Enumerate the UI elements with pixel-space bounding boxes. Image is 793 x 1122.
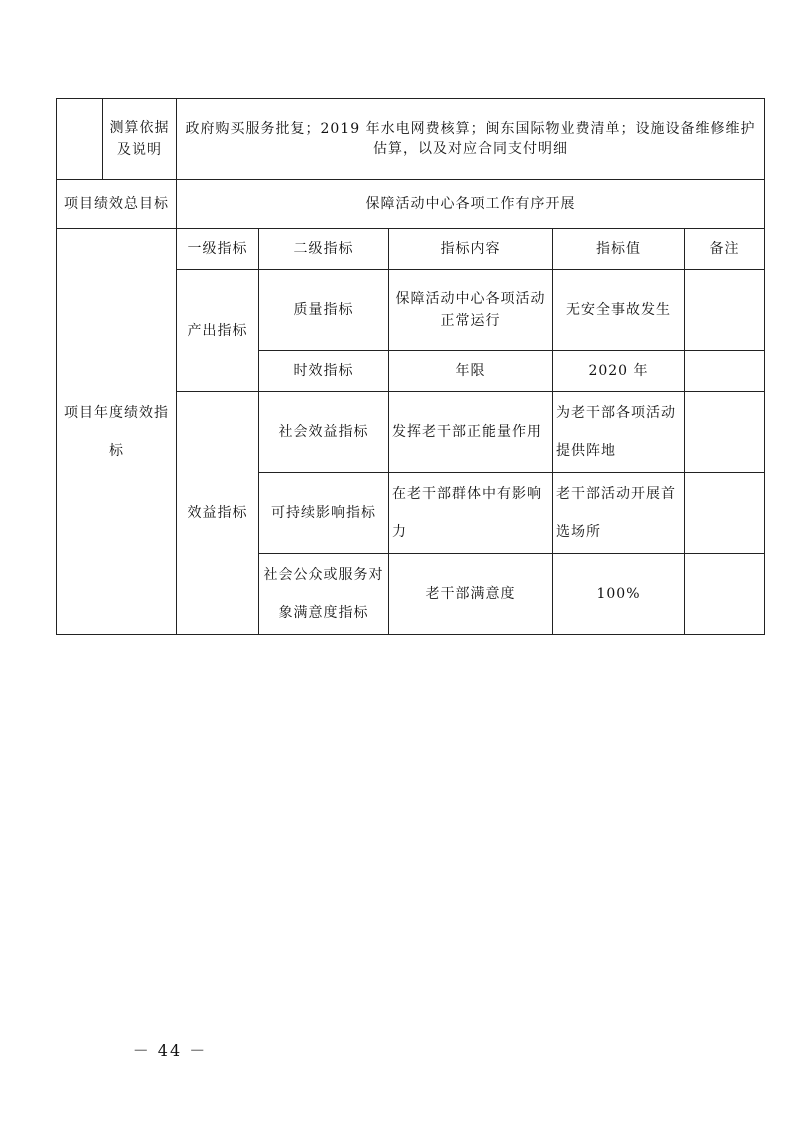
basis-empty-cell [57, 99, 103, 180]
remark-cell [685, 270, 765, 351]
level2-cell: 社会效益指标 [259, 392, 389, 473]
basis-label: 测算依据及说明 [103, 99, 177, 180]
basis-text: 政府购买服务批复；2019 年水电网费核算；闽东国际物业费清单；设施设备维修维护估算，以及对应合同支付明细 [177, 99, 765, 180]
header-value: 指标值 [553, 229, 685, 270]
level2-cell: 时效指标 [259, 351, 389, 392]
level2-cell: 社会公众或服务对象满意度指标 [259, 554, 389, 635]
content-cell: 保障活动中心各项活动正常运行 [389, 270, 553, 351]
value-cell: 无安全事故发生 [553, 270, 685, 351]
value-cell: 100% [553, 554, 685, 635]
content-cell: 发挥老干部正能量作用 [389, 392, 553, 473]
remark-cell [685, 554, 765, 635]
annual-indicator-label: 项目年度绩效指标 [57, 229, 177, 635]
header-row [57, 229, 765, 270]
header-level1: 一级指标 [177, 229, 259, 270]
header-level2: 二级指标 [259, 229, 389, 270]
remark-cell [685, 351, 765, 392]
value-cell: 2020 年 [553, 351, 685, 392]
output-indicator-label: 产出指标 [177, 270, 259, 392]
header-remark: 备注 [685, 229, 765, 270]
value-cell: 为老干部各项活动提供阵地 [553, 392, 685, 473]
remark-cell [685, 473, 765, 554]
overall-goal-value: 保障活动中心各项工作有序开展 [177, 180, 765, 229]
benefit-indicator-label: 效益指标 [177, 392, 259, 635]
content-cell: 老干部满意度 [389, 554, 553, 635]
basis-row [57, 99, 765, 180]
remark-cell [685, 392, 765, 473]
content-cell: 年限 [389, 351, 553, 392]
content-cell: 在老干部群体中有影响力 [389, 473, 553, 554]
page-number: － 44 － [132, 1041, 208, 1060]
level2-cell: 质量指标 [259, 270, 389, 351]
header-content: 指标内容 [389, 229, 553, 270]
overall-goal-row [57, 180, 765, 229]
performance-table [56, 98, 765, 635]
overall-goal-label: 项目绩效总目标 [57, 180, 177, 229]
level2-cell: 可持续影响指标 [259, 473, 389, 554]
value-cell: 老干部活动开展首选场所 [553, 473, 685, 554]
